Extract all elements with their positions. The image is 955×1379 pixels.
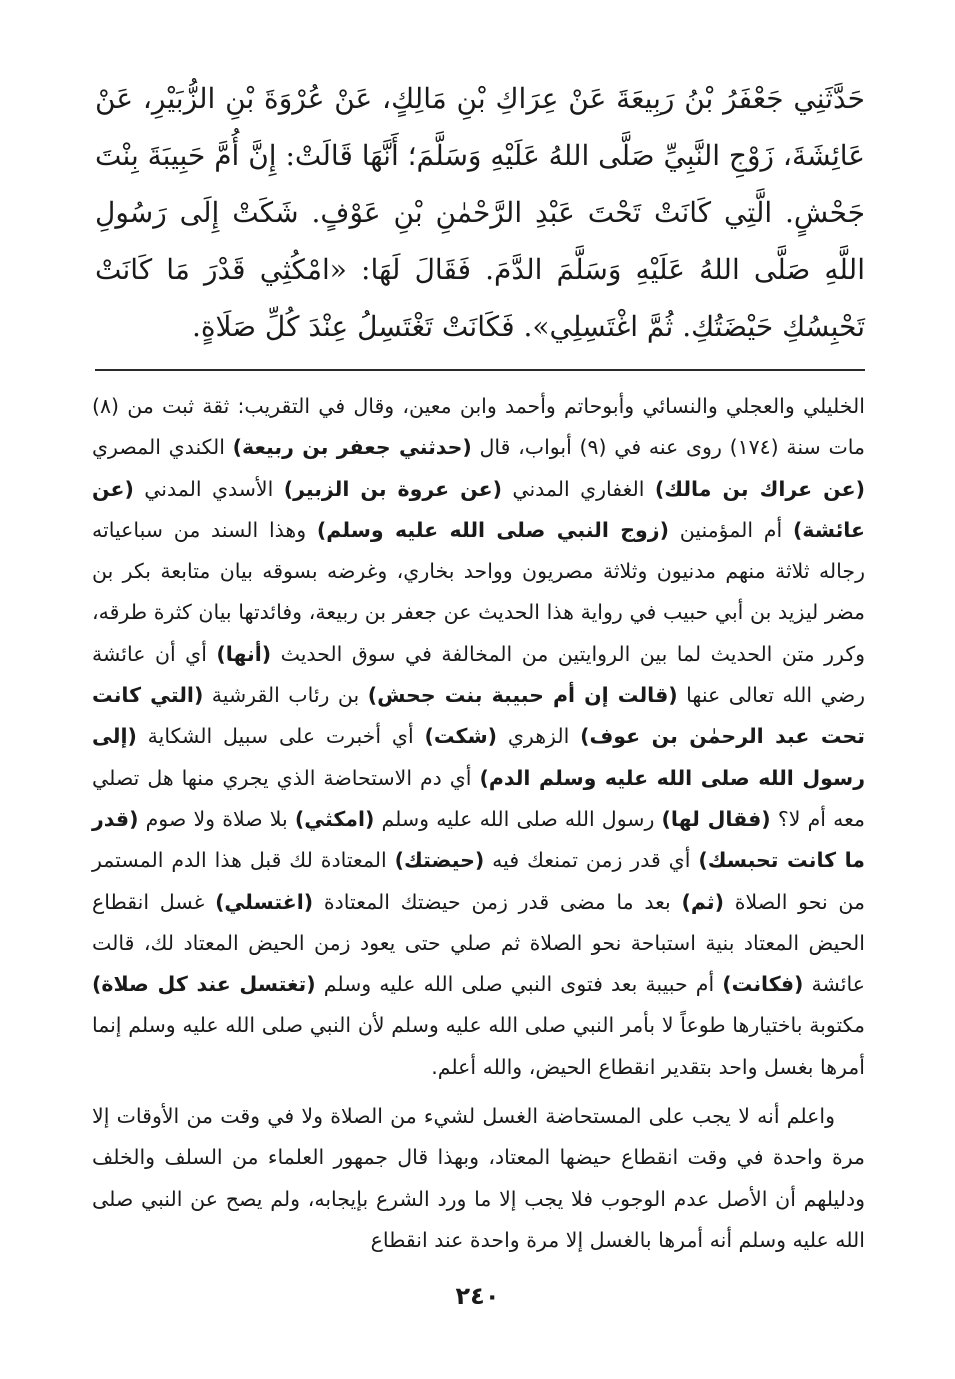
bold-quote-segment: (فكانت) xyxy=(722,972,804,997)
commentary-segment: أي أخبرت على سبيل الشكاية xyxy=(136,724,425,749)
bold-quote-segment: (عن عائشة) xyxy=(92,476,865,542)
bold-quote-segment: (حدثني جعفر بن ربيعة) xyxy=(232,435,472,460)
commentary-block xyxy=(92,386,865,1261)
bold-quote-segment: (ثم) xyxy=(681,889,724,914)
bold-quote-segment: (التي كانت تحت عبد الرحمٰن بن عوف) xyxy=(92,683,865,749)
bold-quote-segment: (إلى رسول الله صلى الله عليه وسلم الدم) xyxy=(92,724,865,790)
bold-quote-segment: (قالت إن أم حبيبة بنت جحش) xyxy=(367,683,678,708)
commentary-segment: الكندي المصري xyxy=(92,435,233,460)
bold-quote-segment: (امكثي) xyxy=(294,806,375,831)
commentary-segment: بعد ما مضى قدر زمن حيضتك المعتادة xyxy=(313,889,682,914)
footnote-divider xyxy=(95,369,865,371)
bold-quote-segment: (شكت) xyxy=(424,724,498,749)
bold-quote-segment: (زوج النبي صلى الله عليه وسلم) xyxy=(316,517,669,542)
commentary-paragraph-1 xyxy=(92,386,865,1088)
commentary-segment: مكتوبة باختيارها طوعاً لا بأمر النبي صلى الله عليه وسلم لأن النبي صلى الله عليه وسلم إنما أمرها بغسل واحد بتقدير انقطاع الحيض، والله أعلم. xyxy=(92,1013,865,1079)
bold-quote-segment: (قدر ما كانت تحبسك) xyxy=(92,806,866,873)
commentary-segment: الأسدي المدني xyxy=(133,476,284,501)
commentary-segment: المعتادة لك قبل هذا الدم المستمر من نحو الصلاة xyxy=(92,848,865,914)
bold-quote-segment: (فقال لها) xyxy=(661,806,771,831)
bold-quote-segment: (أنها) xyxy=(216,641,272,666)
commentary-segment: الخليلي والعجلي والنسائي وأبوحاتم وأحمد وابن معين، وقال في التقريب: ثقة ثبت من (٨) مات سنة (١٧٤) روى عنه في (٩) أبواب، قال xyxy=(92,394,865,460)
commentary-segment: الغفاري المدني xyxy=(501,476,655,501)
commentary-segment: الزهري xyxy=(497,724,581,749)
commentary-segment: بلا صلاة ولا صوم xyxy=(138,806,295,831)
commentary-segment: أم حبيبة بعد فتوى النبي صلى الله عليه وسلم xyxy=(315,972,723,997)
bold-quote-segment: (عن عراك بن مالك) xyxy=(654,476,865,501)
hadith-text: حَدَّثَنِي جَعْفَرُ بْنُ رَبِيعَةَ عَنْ عِرَاكِ بْنِ مَالِكٍ، عَنْ عُرْوَةَ بْنِ الزُّبَيْرِ، عَنْ عَائِشَةَ، زَوْجِ النَّبِيِّ صَلَّى اللهُ عَلَيْهِ وَسَلَّمَ؛ أَنَّهَا قَالَتْ: إِنَّ أُمَّ حَبِيبَةَ بِنْتَ جَحْشٍ. الَّتِي كَانَتْ تَحْتَ عَبْدِ الرَّحْمٰنِ بْنِ عَوْفٍ. شَكَتْ إِلَى رَسُولِ اللَّهِ صَلَّى اللهُ عَلَيْهِ وَسَلَّمَ الدَّمَ. فَقَالَ لَهَا: «امْكُثِي قَدْرَ مَا كَانَتْ تَحْبِسُكِ حَيْضَتُكِ. ثُمَّ اغْتَسِلِي». فَكَانَتْ تَغْتَسِلُ عِنْدَ كُلِّ صَلَاةٍ. xyxy=(95,82,865,343)
commentary-paragraph-2: واعلم أنه لا يجب على المستحاضة الغسل لشيء من الصلاة ولا في وقت من الأوقات إلا مرة واحدة في وقت انقطاع حيضها المعتاد، وبهذا قال جمهور العلماء من السلف والخلف ودليلهم أن الأصل عدم الوجوب فلا يجب إلا ما ورد الشرع بإيجابه، ولم يصح عن النبي صلى الله عليه وسلم أنه أمرها بالغسل إلا مرة واحدة عند انقطاع xyxy=(92,1104,865,1252)
commentary-segment: غسل انقطاع الحيض المعتاد بنية استباحة نحو الصلاة ثم صلي حتى يعود زمن الحيض المعتاد لك، قالت عائشة xyxy=(92,889,865,997)
bold-quote-segment: (حيضتك) xyxy=(394,848,485,873)
bold-quote-segment: (عن عروة بن الزبير) xyxy=(283,476,502,501)
commentary-segment: رسول الله صلى الله عليه وسلم xyxy=(374,806,662,831)
commentary-segment: أم المؤمنين xyxy=(668,517,793,542)
bold-quote-segment: (اغتسلي) xyxy=(215,889,314,914)
commentary-segment: أي أن عائشة رضي الله تعالى عنها xyxy=(92,641,866,708)
commentary-segment: أي دم الاستحاضة الذي يجري منها هل تصلي معه أم لا؟ xyxy=(92,765,865,831)
page-number: ٢٤٠ xyxy=(455,1282,500,1310)
commentary-segment: وهذا السند من سباعياته رجاله ثلاثة منهم مدنيون وثلاثة مصريون وواحد بخاري، وغرضه بسوقه بيان متابعة بكر بن مضر ليزيد بن أبي حبيب في رواية هذا الحديث عن جعفر بن ربيعة، وفائدتها بيان كثرة طرقه، وكرر متن الحديث لما بين الروايتين من المخالفة في سوق الحديث xyxy=(92,517,865,666)
bold-quote-segment: (تغتسل عند كل صلاة) xyxy=(92,972,316,997)
commentary-segment: بن رئاب القرشية xyxy=(203,683,368,708)
commentary-segment: أي قدر زمن تمنعك فيه xyxy=(484,848,699,873)
